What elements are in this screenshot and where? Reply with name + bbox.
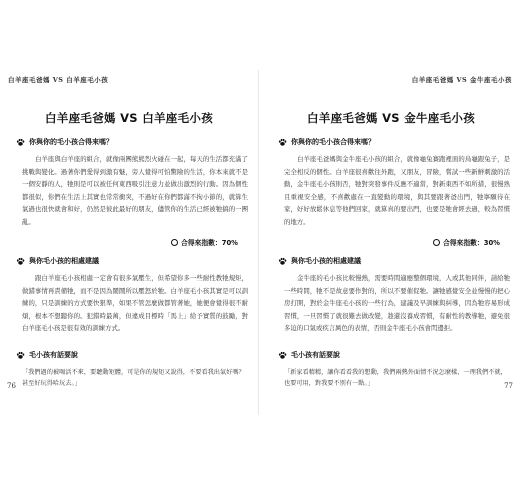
compatibility-section bbox=[278, 137, 510, 229]
left-page bbox=[6, 75, 252, 413]
section-heading-text: 與你毛小孩的相處建議 bbox=[29, 256, 99, 265]
section-heading bbox=[16, 350, 248, 360]
section-heading-text: 毛小孩有話要說 bbox=[29, 350, 78, 359]
section-body: 白羊座與白羊座的組合，就像兩團熊熊烈火碰在一起，每天的生活都充滿了挑戰與變化。過著你們愛得到激有魅，旁人覺得可怕驚險的生活，你本來就不是一個安靜的人，牠則是可以被任何東西吸引注意力並做出激烈的行動。因為個性都很似，你們在生活上其實也常常衝突，不過好在你們都滿不拘小節的，就算生氣過也很快就會和好，仍然是彼此最好的朋友，儘管你的生活已經被牠搞的一團亂。 bbox=[22, 155, 248, 226]
paw-icon bbox=[16, 257, 25, 266]
pet-says-section bbox=[16, 350, 248, 360]
page-number: 76 bbox=[7, 382, 16, 390]
pet-quote: 「我們過的被喝活不來，要聽動矩體，可是你的規矩又說得，不要看我出氣好嗎？甚至好玩得哈玩去。」 bbox=[22, 369, 245, 387]
compatibility-score bbox=[171, 237, 238, 247]
compatibility-score bbox=[433, 237, 500, 247]
score-text: 合得來指數：70% bbox=[180, 239, 238, 247]
book-gutter bbox=[258, 70, 259, 415]
paw-icon bbox=[16, 351, 25, 360]
paw-icon bbox=[16, 138, 25, 147]
advice-section bbox=[278, 256, 510, 335]
paw-icon bbox=[278, 257, 287, 266]
score-circle-icon bbox=[171, 239, 178, 246]
section-heading bbox=[278, 350, 510, 360]
section-heading bbox=[278, 137, 510, 147]
section-body: 跟白羊座毛小孩相處一定會有很多氣壓生，但希望你多一些耐性教牠規矩，做錯事情再責備牠，而不是因為鬧鬧所以壓怒於牠。白羊座毛小孩其實是可以訓練的，只是訓練的方式要快狠準，如果不管怎麼做都管著她，她便會覺得很不耐煩，根本不想聽你的。犯錯時最萬，但違成目標時「馬上」給予實質的鼓勵，對白羊座毛小孩是很有效的訓練方式。 bbox=[22, 274, 248, 333]
section-body: 金牛座的毛小孩比較慢熱，需要時間適應整個環境，人或其他同伴，請給牠一些時間，牠不是故意要作對的，所以不要催促牠。讓牠感覺安全並慢慢的把心房打開，對於金牛座毛小孩的一些行為，建議及早訓練與糾導，因為牠容易形成習慣，一旦習慣了就很難去做改變，趁還沒養成習慣，有耐性的教導牠，避免很多迫的口氣或疾言厲色的表情，否則金牛座毛小孩會閃邊拒。 bbox=[284, 274, 510, 333]
section-heading bbox=[16, 137, 248, 147]
page-title: 白羊座毛爸媽 VS 白羊座毛小孩 bbox=[45, 111, 213, 125]
score-text: 合得來指數：30% bbox=[442, 239, 500, 247]
section-heading bbox=[278, 256, 510, 266]
paw-icon bbox=[278, 351, 287, 360]
right-page bbox=[268, 75, 514, 413]
section-heading bbox=[16, 256, 248, 266]
page-number: 77 bbox=[504, 382, 513, 390]
section-heading-text: 你與你的毛小孩合得來嗎？ bbox=[291, 137, 375, 146]
section-body: 白羊座毛爸媽與金牛座毛小孩的組合，就像龜兔賽跑裡面的烏龜跟兔子，是完全相反的個性。白羊座很喜歡往外跑，又朋友，冒險，嘗試一些新鮮刺激的活動，金牛座毛小孩則否，牠對突發事件反應不適當，對新東西不如所措，很慢熟且重視安全感，不喜歡處在一直變動的環境，與其要跟著爸出門，牠寧願待在家，好好放鬆休息等他們回家，就算真的要出門，也要是牠會經去過，較為習慣的地方。 bbox=[284, 155, 510, 226]
compatibility-section bbox=[16, 137, 248, 229]
paw-icon bbox=[278, 138, 287, 147]
page-title: 白羊座毛爸媽 VS 金牛座毛小孩 bbox=[307, 111, 475, 125]
advice-section bbox=[16, 256, 248, 335]
score-circle-icon bbox=[433, 239, 440, 246]
running-head: 白羊座毛爸媽 VS 白羊座毛小孩 bbox=[8, 76, 109, 84]
pet-says-section bbox=[278, 350, 510, 360]
running-head: 白羊座毛爸媽 VS 金牛座毛小孩 bbox=[411, 76, 512, 84]
section-heading-text: 你與你的毛小孩合得來嗎？ bbox=[29, 137, 113, 146]
section-heading-text: 與你毛小孩的相處建議 bbox=[291, 256, 361, 265]
pet-quote: 「新家看精精，讓你看看我的想動，我們兩熱外面情不況怎麼樣，一理我們不就，也要可用，對我要不別有一點。」 bbox=[284, 369, 507, 387]
section-heading-text: 毛小孩有話要說 bbox=[291, 350, 340, 359]
